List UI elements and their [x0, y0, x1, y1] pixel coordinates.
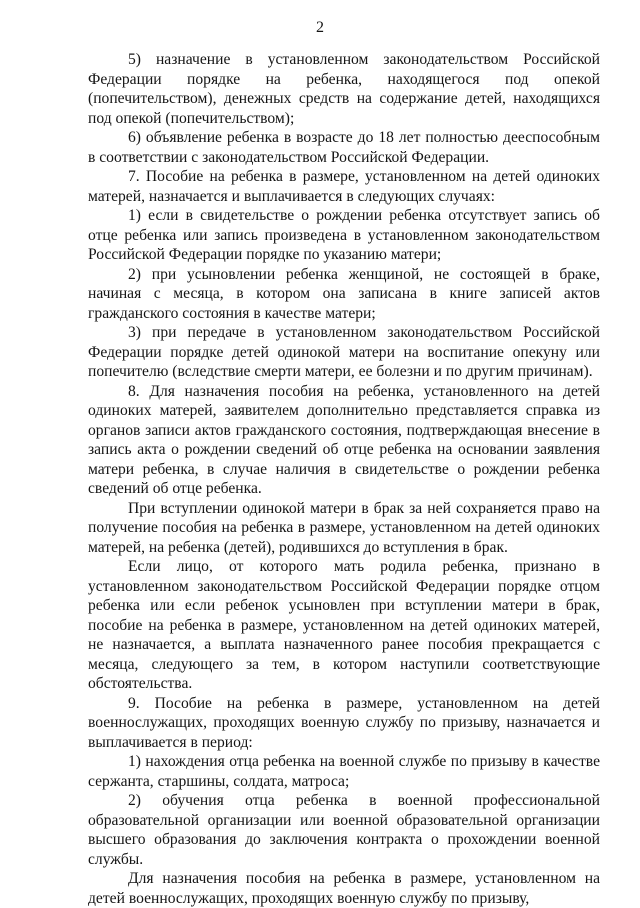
paragraph-section-7-item-1: 1) если в свидетельстве о рождении ребенка отсутствует запись об отце ребенка или запись произведена в установленном законодательством Российской Федерации порядке по указанию матери;	[88, 207, 600, 263]
paragraph-item-6-full-capacity: 6) объявление ребенка в возрасте до 18 лет полностью дееспособным в соответствии с законодательством Российской Федерации.	[88, 129, 600, 166]
paragraph-section-8-paternity: Если лицо, от которого мать родила ребенка, признано в установленном законодательством Российской Федерации порядке отцом ребенка или если ребенок усыновлен при вступлении матери в брак, пособие на ребенка в размере, установленном на детей одиноких матерей, не назначается, а выплата назначенного ранее пособия прекращается с месяца, следующего за тем, в котором наступили соответствующие обстоятельства.	[88, 558, 600, 692]
paragraph-section-8: 8. Для назначения пособия на ребенка, установленного на детей одиноких матерей, заявителем дополнительно представляется справка из органов записи актов гражданского состояния, подтверждающая внесение в запись акта о рождении сведений об отце ребенка на основании заявления матери ребенка, в случае наличия в свидетельстве о рождении ребенка сведений об отце ребенка.	[88, 382, 600, 497]
page-number: 2	[316, 19, 324, 36]
paragraph-section-7-item-3: 3) при передаче в установленном законодательством Российской Федерации порядке детей одинокой матери на воспитание опекуну или попечителю (вследствие смерти матери, ее болезни и по другим причинам).	[88, 324, 600, 380]
paragraph-section-9-continuation: Для назначения пособия на ребенка в размере, установленном на детей военнослужащих, проходящих военную службу по призыву,	[88, 870, 600, 907]
document-body	[88, 50, 600, 908]
paragraph-section-9: 9. Пособие на ребенка в размере, установленном на детей военнослужащих, проходящих военную службу по призыву, назначается и выплачивается в период:	[88, 694, 600, 751]
paragraph-item-5-guardianship-funds: 5) назначение в установленном законодательством Российской Федерации порядке на ребенка, находящегося под опекой (попечительством), денежных средств на содержание детей, находящихся под опекой (попечительством);	[88, 51, 600, 127]
paragraph-section-9-item-2: 2) обучения отца ребенка в военной профессиональной образовательной организации или военной образовательной организации высшего образования до заключения контракта о прохождении военной службы.	[88, 792, 600, 868]
paragraph-section-7-item-2: 2) при усыновлении ребенка женщиной, не состоящей в браке, начиная с месяца, в котором она записана в книге записей актов гражданского состояния в качестве матери;	[88, 265, 600, 322]
paragraph-section-9-item-1: 1) нахождения отца ребенка на военной службе по призыву в качестве сержанта, старшины, солдата, матроса;	[88, 753, 600, 790]
paragraph-section-8-marriage: При вступлении одинокой матери в брак за ней сохраняется право на получение пособия на ребенка в размере, установленном на детей одиноких матерей, на ребенка (детей), родившихся до вступления в брак.	[88, 499, 600, 556]
paragraph-section-7: 7. Пособие на ребенка в размере, установленном на детей одиноких матерей, назначается и выплачивается в следующих случаях:	[88, 168, 600, 205]
